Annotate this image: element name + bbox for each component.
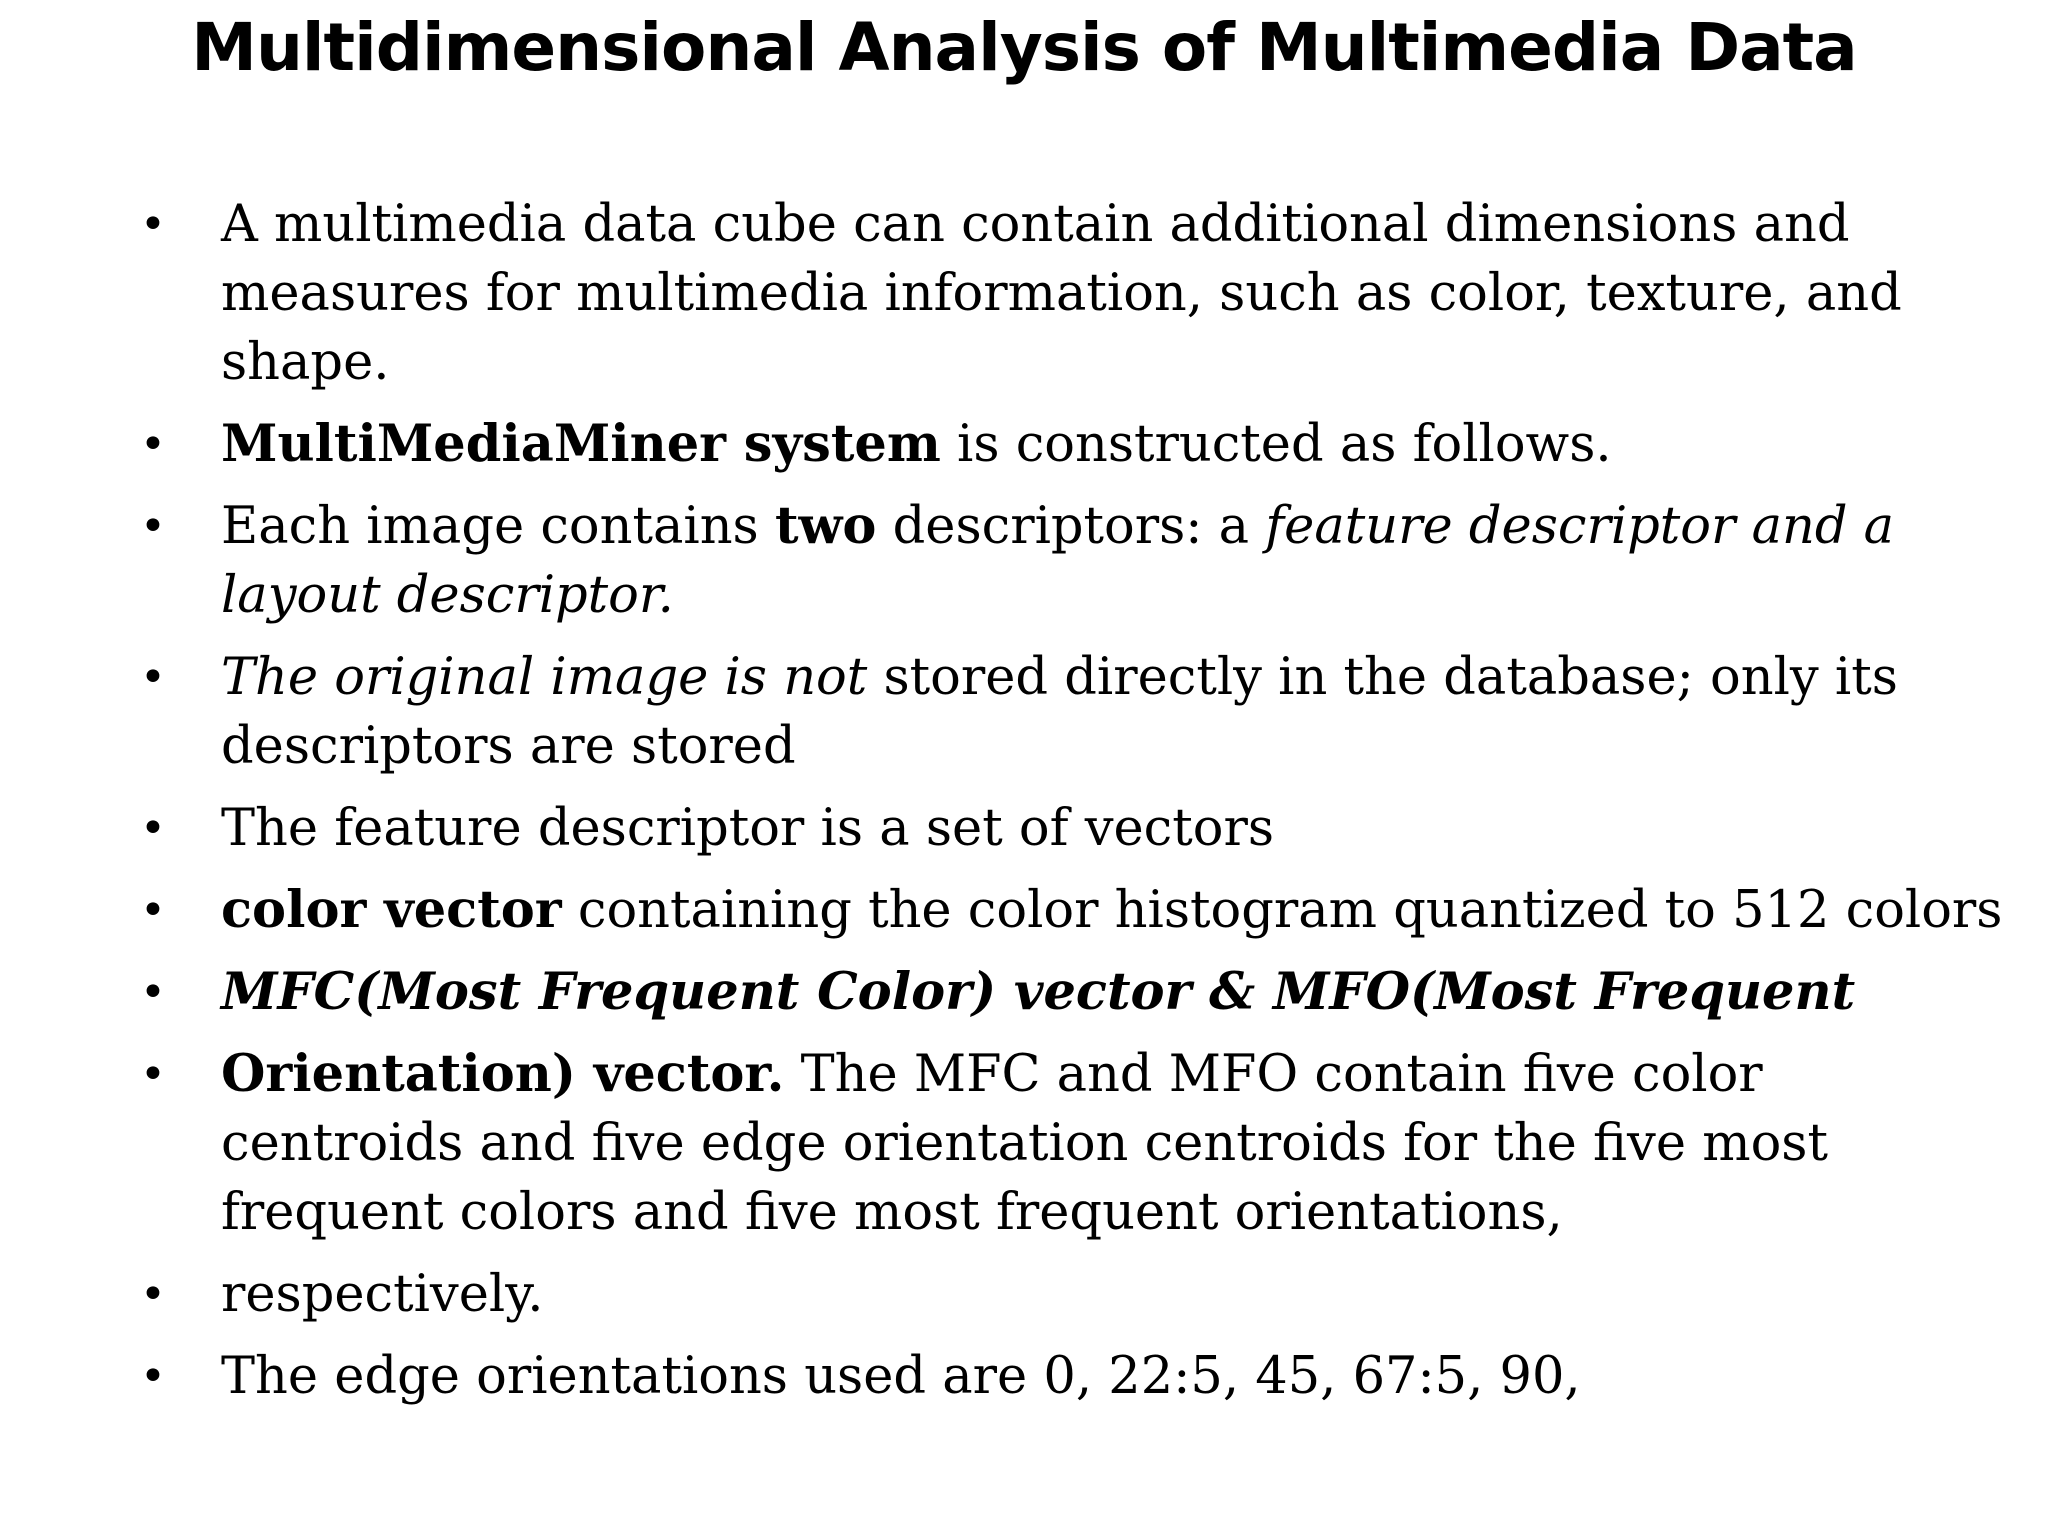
bullet-text-bold-italic: MFC(Most Frequent Color) vector & MFO(Most Frequent <box>221 962 1856 1022</box>
bullet-text: containing the color histogram quantized to 512 colors <box>561 881 2003 940</box>
bullet-item <box>140 410 2010 479</box>
bullet-icon: • <box>140 967 166 1018</box>
bullet-item <box>140 1040 2010 1247</box>
bullet-icon: • <box>140 1351 166 1402</box>
bullet-icon: • <box>140 885 166 936</box>
bullet-text: The edge orientations used are 0, 22:5, 45, 67:5, 90, <box>221 1347 1581 1406</box>
bullet-item <box>140 643 2010 781</box>
bullet-text-bold: two <box>774 496 877 556</box>
bullet-text-bold: color vector <box>221 880 562 940</box>
bullet-item <box>140 492 2010 630</box>
bullet-text: descriptors: a <box>876 497 1266 556</box>
bullet-item <box>140 958 2010 1027</box>
bullet-text-bold: MultiMediaMiner system <box>221 414 941 474</box>
slide-title: Multidimensional Analysis of Multimedia Data <box>191 9 1857 86</box>
bullet-text: respectively. <box>221 1265 544 1324</box>
bullet-text: is constructed as follows. <box>940 415 1612 474</box>
bullet-item <box>140 190 2010 397</box>
bullet-icon: • <box>140 501 166 552</box>
bullet-text: Each image contains <box>221 497 775 556</box>
bullet-text: A multimedia data cube can contain additional dimensions and measures for multimedia information, such as color, texture, and shape. <box>221 195 1902 392</box>
bullet-icon: • <box>140 803 166 854</box>
bullet-icon: • <box>140 1269 166 1320</box>
bullet-item <box>140 794 2010 863</box>
bullet-text-bold: Orientation) vector. <box>221 1044 785 1104</box>
bullet-text-italic: feature descriptor and a layout descriptor. <box>221 497 1895 625</box>
bullet-icon: • <box>140 652 166 703</box>
bullet-item <box>140 1260 2010 1329</box>
bullet-text: stored directly in the database; only its descriptors are stored <box>221 648 1898 776</box>
bullet-list <box>140 190 2010 1424</box>
bullet-icon: • <box>140 419 166 470</box>
bullet-text: The feature descriptor is a set of vectors <box>221 799 1274 858</box>
bullet-text-italic: The original image is not <box>221 648 868 707</box>
bullet-item <box>140 876 2010 945</box>
bullet-text: The MFC and MFO contain five color centroids and five edge orientation centroids for the five most frequent colors and five most frequent orientations, <box>221 1045 1828 1242</box>
bullet-item <box>140 1342 2010 1411</box>
bullet-icon: • <box>140 1049 166 1100</box>
bullet-icon: • <box>140 199 166 250</box>
